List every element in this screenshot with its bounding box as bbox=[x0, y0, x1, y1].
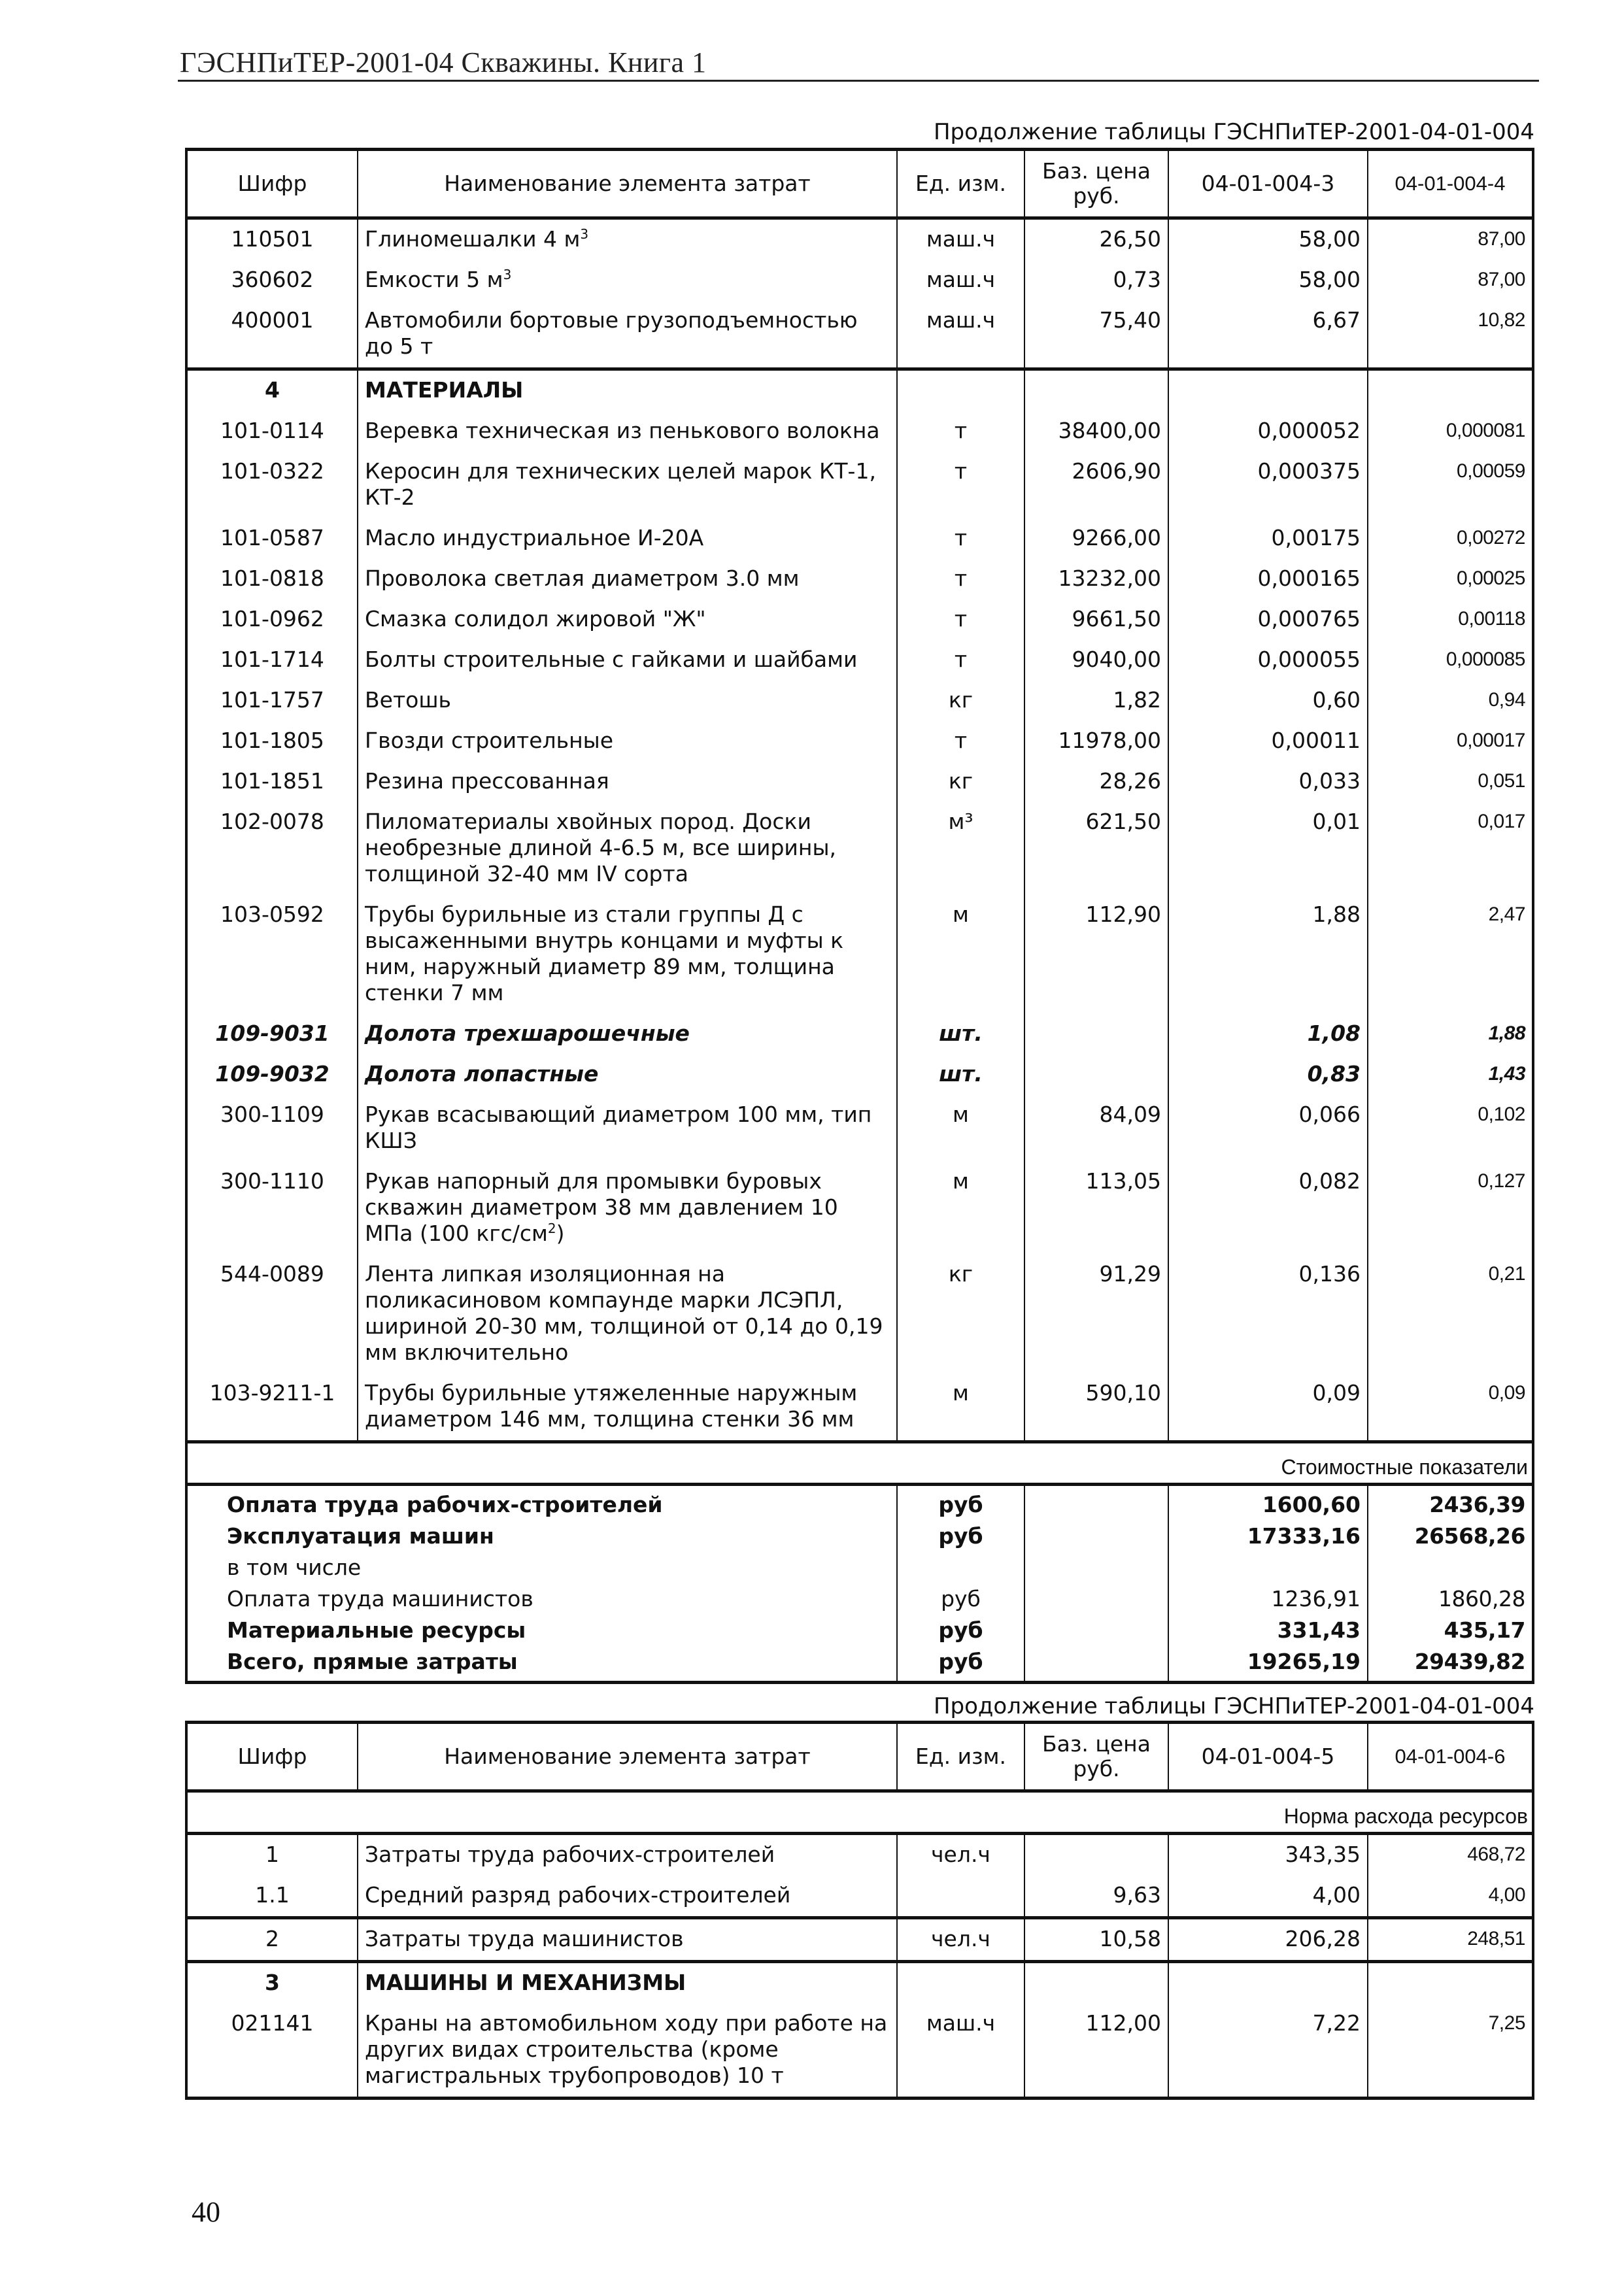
item-base-price: 9266,00 bbox=[1024, 518, 1168, 559]
item-norm-a: 58,00 bbox=[1168, 218, 1368, 261]
item-norm-b: 0,051 bbox=[1368, 762, 1533, 802]
col-header-norm-3: 04-01-004-3 bbox=[1168, 150, 1368, 218]
empty-cell bbox=[1368, 369, 1533, 412]
col-header-code: Шифр bbox=[186, 150, 358, 218]
item-unit: т bbox=[897, 559, 1024, 599]
item-name-text: Трубы бурильные из стали группы Д с высаженными внутрь концами и муфты к ним, наружный диаметр 89 мм, толщина стенки 7 мм bbox=[365, 902, 844, 1005]
item-base-price bbox=[1024, 1014, 1168, 1054]
summary-value-b: 2436,39 bbox=[1368, 1485, 1533, 1522]
item-code: 109-9032 bbox=[186, 1054, 358, 1095]
item-unit: м bbox=[897, 1095, 1024, 1162]
item-name bbox=[358, 1834, 897, 1876]
summary-row bbox=[186, 1584, 1533, 1615]
item-code: 1.1 bbox=[186, 1876, 358, 1918]
item-norm-a: 6,67 bbox=[1168, 301, 1368, 369]
item-norm-b: 0,00017 bbox=[1368, 721, 1533, 762]
item-name-text: Краны на автомобильном ходу при работе на других видах строительства (кроме магистральных трубопроводов) 10 т bbox=[365, 2010, 888, 2088]
table-header-row bbox=[186, 1723, 1533, 1791]
table-row bbox=[186, 260, 1533, 301]
table-row bbox=[186, 411, 1533, 452]
col-header-price-line2: руб. bbox=[1073, 183, 1120, 209]
summary-empty bbox=[1024, 1647, 1168, 1683]
empty-cell bbox=[897, 1962, 1024, 2004]
item-base-price: 1,82 bbox=[1024, 681, 1168, 721]
item-name bbox=[358, 599, 897, 640]
item-norm-b: 0,127 bbox=[1368, 1162, 1533, 1255]
item-name-text: Веревка техническая из пенькового волокна bbox=[365, 418, 880, 443]
item-base-price bbox=[1024, 1834, 1168, 1876]
item-name bbox=[358, 721, 897, 762]
item-base-price: 112,00 bbox=[1024, 2004, 1168, 2099]
col-header-norm-6: 04-01-004-6 bbox=[1368, 1723, 1533, 1791]
item-unit: м bbox=[897, 895, 1024, 1014]
summary-row bbox=[186, 1615, 1533, 1647]
item-norm-b: 0,000085 bbox=[1368, 640, 1533, 681]
item-name bbox=[358, 1918, 897, 1962]
col-header-name: Наименование элемента затрат bbox=[358, 150, 897, 218]
summary-label: Всего, прямые затраты bbox=[186, 1647, 897, 1683]
summary-label: Оплата труда рабочих-строителей bbox=[186, 1485, 897, 1522]
empty-cell bbox=[1168, 1962, 1368, 2004]
item-base-price: 38400,00 bbox=[1024, 411, 1168, 452]
summary-value-a: 17333,16 bbox=[1168, 1521, 1368, 1553]
item-code: 103-9211-1 bbox=[186, 1374, 358, 1442]
item-unit: т bbox=[897, 721, 1024, 762]
item-name bbox=[358, 1054, 897, 1095]
item-name bbox=[358, 1095, 897, 1162]
item-norm-b: 2,47 bbox=[1368, 895, 1533, 1014]
section-title: МАТЕРИАЛЫ bbox=[358, 369, 897, 412]
item-norm-b: 0,102 bbox=[1368, 1095, 1533, 1162]
superscript: 3 bbox=[580, 226, 589, 242]
item-base-price: 75,40 bbox=[1024, 301, 1168, 369]
table-row bbox=[186, 1054, 1533, 1095]
col-header-price-line2: руб. bbox=[1073, 1756, 1120, 1781]
cost-indicators-heading: Стоимостные показатели bbox=[186, 1442, 1533, 1485]
item-unit: шт. bbox=[897, 1054, 1024, 1095]
table-header-row bbox=[186, 150, 1533, 218]
col-header-price bbox=[1024, 150, 1168, 218]
item-base-price: 113,05 bbox=[1024, 1162, 1168, 1255]
item-name bbox=[358, 218, 897, 261]
item-name-text: Затраты труда рабочих-строителей bbox=[365, 1842, 775, 1867]
summary-value-a: 331,43 bbox=[1168, 1615, 1368, 1647]
summary-value-b: 435,17 bbox=[1368, 1615, 1533, 1647]
item-norm-b: 87,00 bbox=[1368, 218, 1533, 261]
item-norm-b: 0,00025 bbox=[1368, 559, 1533, 599]
item-norm-b: 1,43 bbox=[1368, 1054, 1533, 1095]
item-code: 101-1805 bbox=[186, 721, 358, 762]
item-unit: чел.ч bbox=[897, 1834, 1024, 1876]
summary-empty bbox=[1024, 1485, 1168, 1522]
summary-row bbox=[186, 1553, 1533, 1584]
item-name bbox=[358, 301, 897, 369]
item-name bbox=[358, 1876, 897, 1918]
summary-empty bbox=[1024, 1615, 1168, 1647]
item-unit: т bbox=[897, 452, 1024, 518]
table-row bbox=[186, 218, 1533, 261]
item-norm-a: 1,08 bbox=[1168, 1014, 1368, 1054]
item-name-text: Резина прессованная bbox=[365, 768, 609, 794]
item-unit bbox=[897, 1876, 1024, 1918]
item-norm-a: 0,00175 bbox=[1168, 518, 1368, 559]
item-norm-a: 0,09 bbox=[1168, 1374, 1368, 1442]
item-code: 021141 bbox=[186, 2004, 358, 2099]
item-name-text: Автомобили бортовые грузоподъемностью до 5 т bbox=[365, 307, 858, 359]
empty-cell bbox=[897, 369, 1024, 412]
col-header-price-line1: Баз. цена bbox=[1042, 1731, 1151, 1757]
item-base-price: 10,58 bbox=[1024, 1918, 1168, 1962]
item-code: 360602 bbox=[186, 260, 358, 301]
section-title: МАШИНЫ И МЕХАНИЗМЫ bbox=[358, 1962, 897, 2004]
col-header-unit: Ед. изм. bbox=[897, 1723, 1024, 1791]
item-norm-a: 0,136 bbox=[1168, 1255, 1368, 1374]
item-name-text: Рукав всасывающий диаметром 100 мм, тип КШЗ bbox=[365, 1102, 872, 1153]
item-code: 400001 bbox=[186, 301, 358, 369]
superscript: 3 bbox=[503, 267, 512, 282]
resource-norm-heading-row bbox=[186, 1791, 1533, 1834]
summary-unit: руб bbox=[897, 1485, 1024, 1522]
col-header-price bbox=[1024, 1723, 1168, 1791]
item-code: 103-0592 bbox=[186, 895, 358, 1014]
item-unit: кг bbox=[897, 681, 1024, 721]
section-row bbox=[186, 369, 1533, 412]
section-code: 3 bbox=[186, 1962, 358, 2004]
item-base-price: 2606,90 bbox=[1024, 452, 1168, 518]
item-name bbox=[358, 2004, 897, 2099]
item-code: 102-0078 bbox=[186, 802, 358, 895]
empty-cell bbox=[1024, 369, 1168, 412]
table-row bbox=[186, 640, 1533, 681]
summary-empty bbox=[1024, 1521, 1168, 1553]
table-row bbox=[186, 452, 1533, 518]
item-base-price: 28,26 bbox=[1024, 762, 1168, 802]
item-unit: маш.ч bbox=[897, 2004, 1024, 2099]
item-norm-a: 58,00 bbox=[1168, 260, 1368, 301]
section-code: 4 bbox=[186, 369, 358, 412]
item-code: 2 bbox=[186, 1918, 358, 1962]
item-base-price: 621,50 bbox=[1024, 802, 1168, 895]
item-norm-b: 4,00 bbox=[1368, 1876, 1533, 1918]
col-header-unit: Ед. изм. bbox=[897, 150, 1024, 218]
item-norm-a: 206,28 bbox=[1168, 1918, 1368, 1962]
item-name bbox=[358, 1374, 897, 1442]
item-unit: м bbox=[897, 1374, 1024, 1442]
item-name-text: Емкости 5 м bbox=[365, 267, 503, 292]
table-row bbox=[186, 2004, 1533, 2099]
item-code: 101-1714 bbox=[186, 640, 358, 681]
item-norm-a: 1,88 bbox=[1168, 895, 1368, 1014]
item-unit: шт. bbox=[897, 1014, 1024, 1054]
empty-cell bbox=[1168, 369, 1368, 412]
item-norm-b: 0,21 bbox=[1368, 1255, 1533, 1374]
col-header-code: Шифр bbox=[186, 1723, 358, 1791]
item-code: 101-0322 bbox=[186, 452, 358, 518]
item-unit: т bbox=[897, 411, 1024, 452]
item-base-price: 590,10 bbox=[1024, 1374, 1168, 1442]
summary-label: в том числе bbox=[186, 1553, 897, 1584]
item-norm-b: 87,00 bbox=[1368, 260, 1533, 301]
col-header-norm-5: 04-01-004-5 bbox=[1168, 1723, 1368, 1791]
summary-unit bbox=[897, 1553, 1024, 1584]
item-name-text: Глиномешалки 4 м bbox=[365, 226, 581, 252]
summary-empty bbox=[1024, 1584, 1168, 1615]
item-norm-b: 468,72 bbox=[1368, 1834, 1533, 1876]
summary-label: Эксплуатация машин bbox=[186, 1521, 897, 1553]
item-base-price: 11978,00 bbox=[1024, 721, 1168, 762]
table-row bbox=[186, 895, 1533, 1014]
item-norm-b: 0,09 bbox=[1368, 1374, 1533, 1442]
item-norm-a: 0,000165 bbox=[1168, 559, 1368, 599]
resource-norm-heading: Норма расхода ресурсов bbox=[186, 1791, 1533, 1834]
item-base-price: 112,90 bbox=[1024, 895, 1168, 1014]
item-name bbox=[358, 895, 897, 1014]
summary-value-a bbox=[1168, 1553, 1368, 1584]
item-unit: т bbox=[897, 599, 1024, 640]
item-name-text: Проволока светлая диаметром 3.0 мм bbox=[365, 565, 800, 591]
item-unit: маш.ч bbox=[897, 260, 1024, 301]
item-name bbox=[358, 681, 897, 721]
item-name-text: Болты строительные с гайками и шайбами bbox=[365, 647, 858, 672]
table-row bbox=[186, 301, 1533, 369]
item-name bbox=[358, 452, 897, 518]
item-name bbox=[358, 518, 897, 559]
item-code: 109-9031 bbox=[186, 1014, 358, 1054]
item-norm-a: 0,000052 bbox=[1168, 411, 1368, 452]
empty-cell bbox=[1024, 1962, 1168, 2004]
section-row bbox=[186, 1962, 1533, 2004]
table-row bbox=[186, 1162, 1533, 1255]
item-norm-b: 0,94 bbox=[1368, 681, 1533, 721]
cost-indicators-heading-row bbox=[186, 1442, 1533, 1485]
item-norm-a: 0,000375 bbox=[1168, 452, 1368, 518]
item-base-price: 84,09 bbox=[1024, 1095, 1168, 1162]
item-norm-a: 343,35 bbox=[1168, 1834, 1368, 1876]
item-name bbox=[358, 260, 897, 301]
summary-value-a: 1236,91 bbox=[1168, 1584, 1368, 1615]
item-unit: чел.ч bbox=[897, 1918, 1024, 1962]
item-norm-a: 0,01 bbox=[1168, 802, 1368, 895]
item-base-price: 26,50 bbox=[1024, 218, 1168, 261]
item-norm-a: 0,082 bbox=[1168, 1162, 1368, 1255]
summary-value-b bbox=[1368, 1553, 1533, 1584]
item-name bbox=[358, 640, 897, 681]
resource-table-2 bbox=[185, 1721, 1534, 2100]
item-base-price: 0,73 bbox=[1024, 260, 1168, 301]
summary-row bbox=[186, 1647, 1533, 1683]
summary-value-b: 26568,26 bbox=[1368, 1521, 1533, 1553]
item-name-text: Керосин для технических целей марок КТ-1, КТ-2 bbox=[365, 458, 876, 510]
item-base-price: 13232,00 bbox=[1024, 559, 1168, 599]
item-name-text: Долота трехшарошечные bbox=[365, 1020, 690, 1046]
summary-label: Материальные ресурсы bbox=[186, 1615, 897, 1647]
item-code: 544-0089 bbox=[186, 1255, 358, 1374]
empty-cell bbox=[1368, 1962, 1533, 2004]
item-name-text: Рукав напорный для промывки буровых скважин диаметром 38 мм давлением 10 МПа (100 кгс/см bbox=[365, 1168, 838, 1246]
table-row bbox=[186, 1095, 1533, 1162]
item-name bbox=[358, 1162, 897, 1255]
table-row bbox=[186, 802, 1533, 895]
summary-unit: руб bbox=[897, 1584, 1024, 1615]
summary-value-a: 1600,60 bbox=[1168, 1485, 1368, 1522]
item-norm-a: 0,000055 bbox=[1168, 640, 1368, 681]
item-base-price: 9040,00 bbox=[1024, 640, 1168, 681]
item-name-text: Трубы бурильные утяжеленные наружным диаметром 146 мм, толщина стенки 36 мм bbox=[365, 1380, 858, 1432]
item-code: 300-1109 bbox=[186, 1095, 358, 1162]
resource-table-1 bbox=[185, 148, 1534, 1684]
item-base-price: 9661,50 bbox=[1024, 599, 1168, 640]
item-code: 110501 bbox=[186, 218, 358, 261]
item-unit: т bbox=[897, 518, 1024, 559]
summary-label: Оплата труда машинистов bbox=[186, 1584, 897, 1615]
item-code: 1 bbox=[186, 1834, 358, 1876]
item-unit: кг bbox=[897, 1255, 1024, 1374]
summary-unit: руб bbox=[897, 1615, 1024, 1647]
item-norm-a: 0,066 bbox=[1168, 1095, 1368, 1162]
table-2-caption: Продолжение таблицы ГЭСНПиТЕР-2001-04-01-004 bbox=[933, 1693, 1534, 1719]
item-norm-a: 0,60 bbox=[1168, 681, 1368, 721]
running-header: ГЭСНПиТЕР-2001-04 Скважины. Книга 1 bbox=[180, 46, 707, 78]
item-unit: т bbox=[897, 640, 1024, 681]
item-unit: маш.ч bbox=[897, 218, 1024, 261]
item-name-text: Смазка солидол жировой "Ж" bbox=[365, 606, 706, 632]
table-row bbox=[186, 1014, 1533, 1054]
table-1-caption: Продолжение таблицы ГЭСНПиТЕР-2001-04-01-004 bbox=[933, 119, 1534, 145]
item-norm-a: 4,00 bbox=[1168, 1876, 1368, 1918]
item-norm-b: 10,82 bbox=[1368, 301, 1533, 369]
item-base-price: 91,29 bbox=[1024, 1255, 1168, 1374]
item-code: 101-0818 bbox=[186, 559, 358, 599]
item-norm-b: 248,51 bbox=[1368, 1918, 1533, 1962]
item-name-text: Гвозди строительные bbox=[365, 728, 614, 753]
item-name bbox=[358, 411, 897, 452]
item-name bbox=[358, 802, 897, 895]
summary-row bbox=[186, 1521, 1533, 1553]
item-name-text: Лента липкая изоляционная на поликасиновом компаунде марки ЛСЭПЛ, шириной 20-30 мм, толщиной от 0,14 до 0,19 мм включительно bbox=[365, 1261, 883, 1365]
item-name-text: Долота лопастные bbox=[365, 1061, 599, 1087]
item-name bbox=[358, 559, 897, 599]
table-row bbox=[186, 762, 1533, 802]
item-name bbox=[358, 1014, 897, 1054]
table-row bbox=[186, 518, 1533, 559]
summary-value-a: 19265,19 bbox=[1168, 1647, 1368, 1683]
table-row bbox=[186, 681, 1533, 721]
table-row bbox=[186, 1374, 1533, 1442]
item-code: 101-0587 bbox=[186, 518, 358, 559]
summary-empty bbox=[1024, 1553, 1168, 1584]
col-header-price-line1: Баз. цена bbox=[1042, 158, 1151, 184]
summary-row bbox=[186, 1485, 1533, 1522]
item-norm-a: 0,033 bbox=[1168, 762, 1368, 802]
item-name-text: Затраты труда машинистов bbox=[365, 1926, 684, 1951]
table-row bbox=[186, 599, 1533, 640]
summary-unit: руб bbox=[897, 1521, 1024, 1553]
item-code: 101-0114 bbox=[186, 411, 358, 452]
table-row bbox=[186, 559, 1533, 599]
summary-unit: руб bbox=[897, 1647, 1024, 1683]
item-norm-b: 0,017 bbox=[1368, 802, 1533, 895]
item-norm-b: 0,00059 bbox=[1368, 452, 1533, 518]
item-norm-b: 7,25 bbox=[1368, 2004, 1533, 2099]
item-name bbox=[358, 1255, 897, 1374]
table-row bbox=[186, 1918, 1533, 1962]
item-name-text: Масло индустриальное И-20А bbox=[365, 525, 704, 550]
item-unit: маш.ч bbox=[897, 301, 1024, 369]
item-unit: кг bbox=[897, 762, 1024, 802]
item-name-text: Средний разряд рабочих-строителей bbox=[365, 1882, 791, 1908]
item-unit: м³ bbox=[897, 802, 1024, 895]
item-norm-b: 0,000081 bbox=[1368, 411, 1533, 452]
item-name-text: Ветошь bbox=[365, 687, 451, 713]
table-row bbox=[186, 1834, 1533, 1876]
item-code: 101-0962 bbox=[186, 599, 358, 640]
col-header-name: Наименование элемента затрат bbox=[358, 1723, 897, 1791]
item-norm-a: 0,000765 bbox=[1168, 599, 1368, 640]
summary-value-b: 29439,82 bbox=[1368, 1647, 1533, 1683]
item-unit: м bbox=[897, 1162, 1024, 1255]
item-name-tail: ) bbox=[556, 1221, 565, 1246]
page-number: 40 bbox=[192, 2196, 220, 2228]
header-rule bbox=[178, 80, 1539, 82]
summary-value-b: 1860,28 bbox=[1368, 1584, 1533, 1615]
item-name-text: Пиломатериалы хвойных пород. Доски необрезные длиной 4-6.5 м, все ширины, толщиной 32-40 мм IV сорта bbox=[365, 809, 836, 886]
item-code: 300-1110 bbox=[186, 1162, 358, 1255]
item-norm-a: 7,22 bbox=[1168, 2004, 1368, 2099]
table-row bbox=[186, 1255, 1533, 1374]
item-norm-a: 0,00011 bbox=[1168, 721, 1368, 762]
item-code: 101-1851 bbox=[186, 762, 358, 802]
item-norm-b: 0,00272 bbox=[1368, 518, 1533, 559]
item-code: 101-1757 bbox=[186, 681, 358, 721]
item-norm-a: 0,83 bbox=[1168, 1054, 1368, 1095]
item-base-price: 9,63 bbox=[1024, 1876, 1168, 1918]
item-base-price bbox=[1024, 1054, 1168, 1095]
superscript: 2 bbox=[547, 1221, 556, 1236]
col-header-norm-4: 04-01-004-4 bbox=[1368, 150, 1533, 218]
table-row bbox=[186, 721, 1533, 762]
item-norm-b: 0,00118 bbox=[1368, 599, 1533, 640]
table-row bbox=[186, 1876, 1533, 1918]
item-norm-b: 1,88 bbox=[1368, 1014, 1533, 1054]
item-name bbox=[358, 762, 897, 802]
